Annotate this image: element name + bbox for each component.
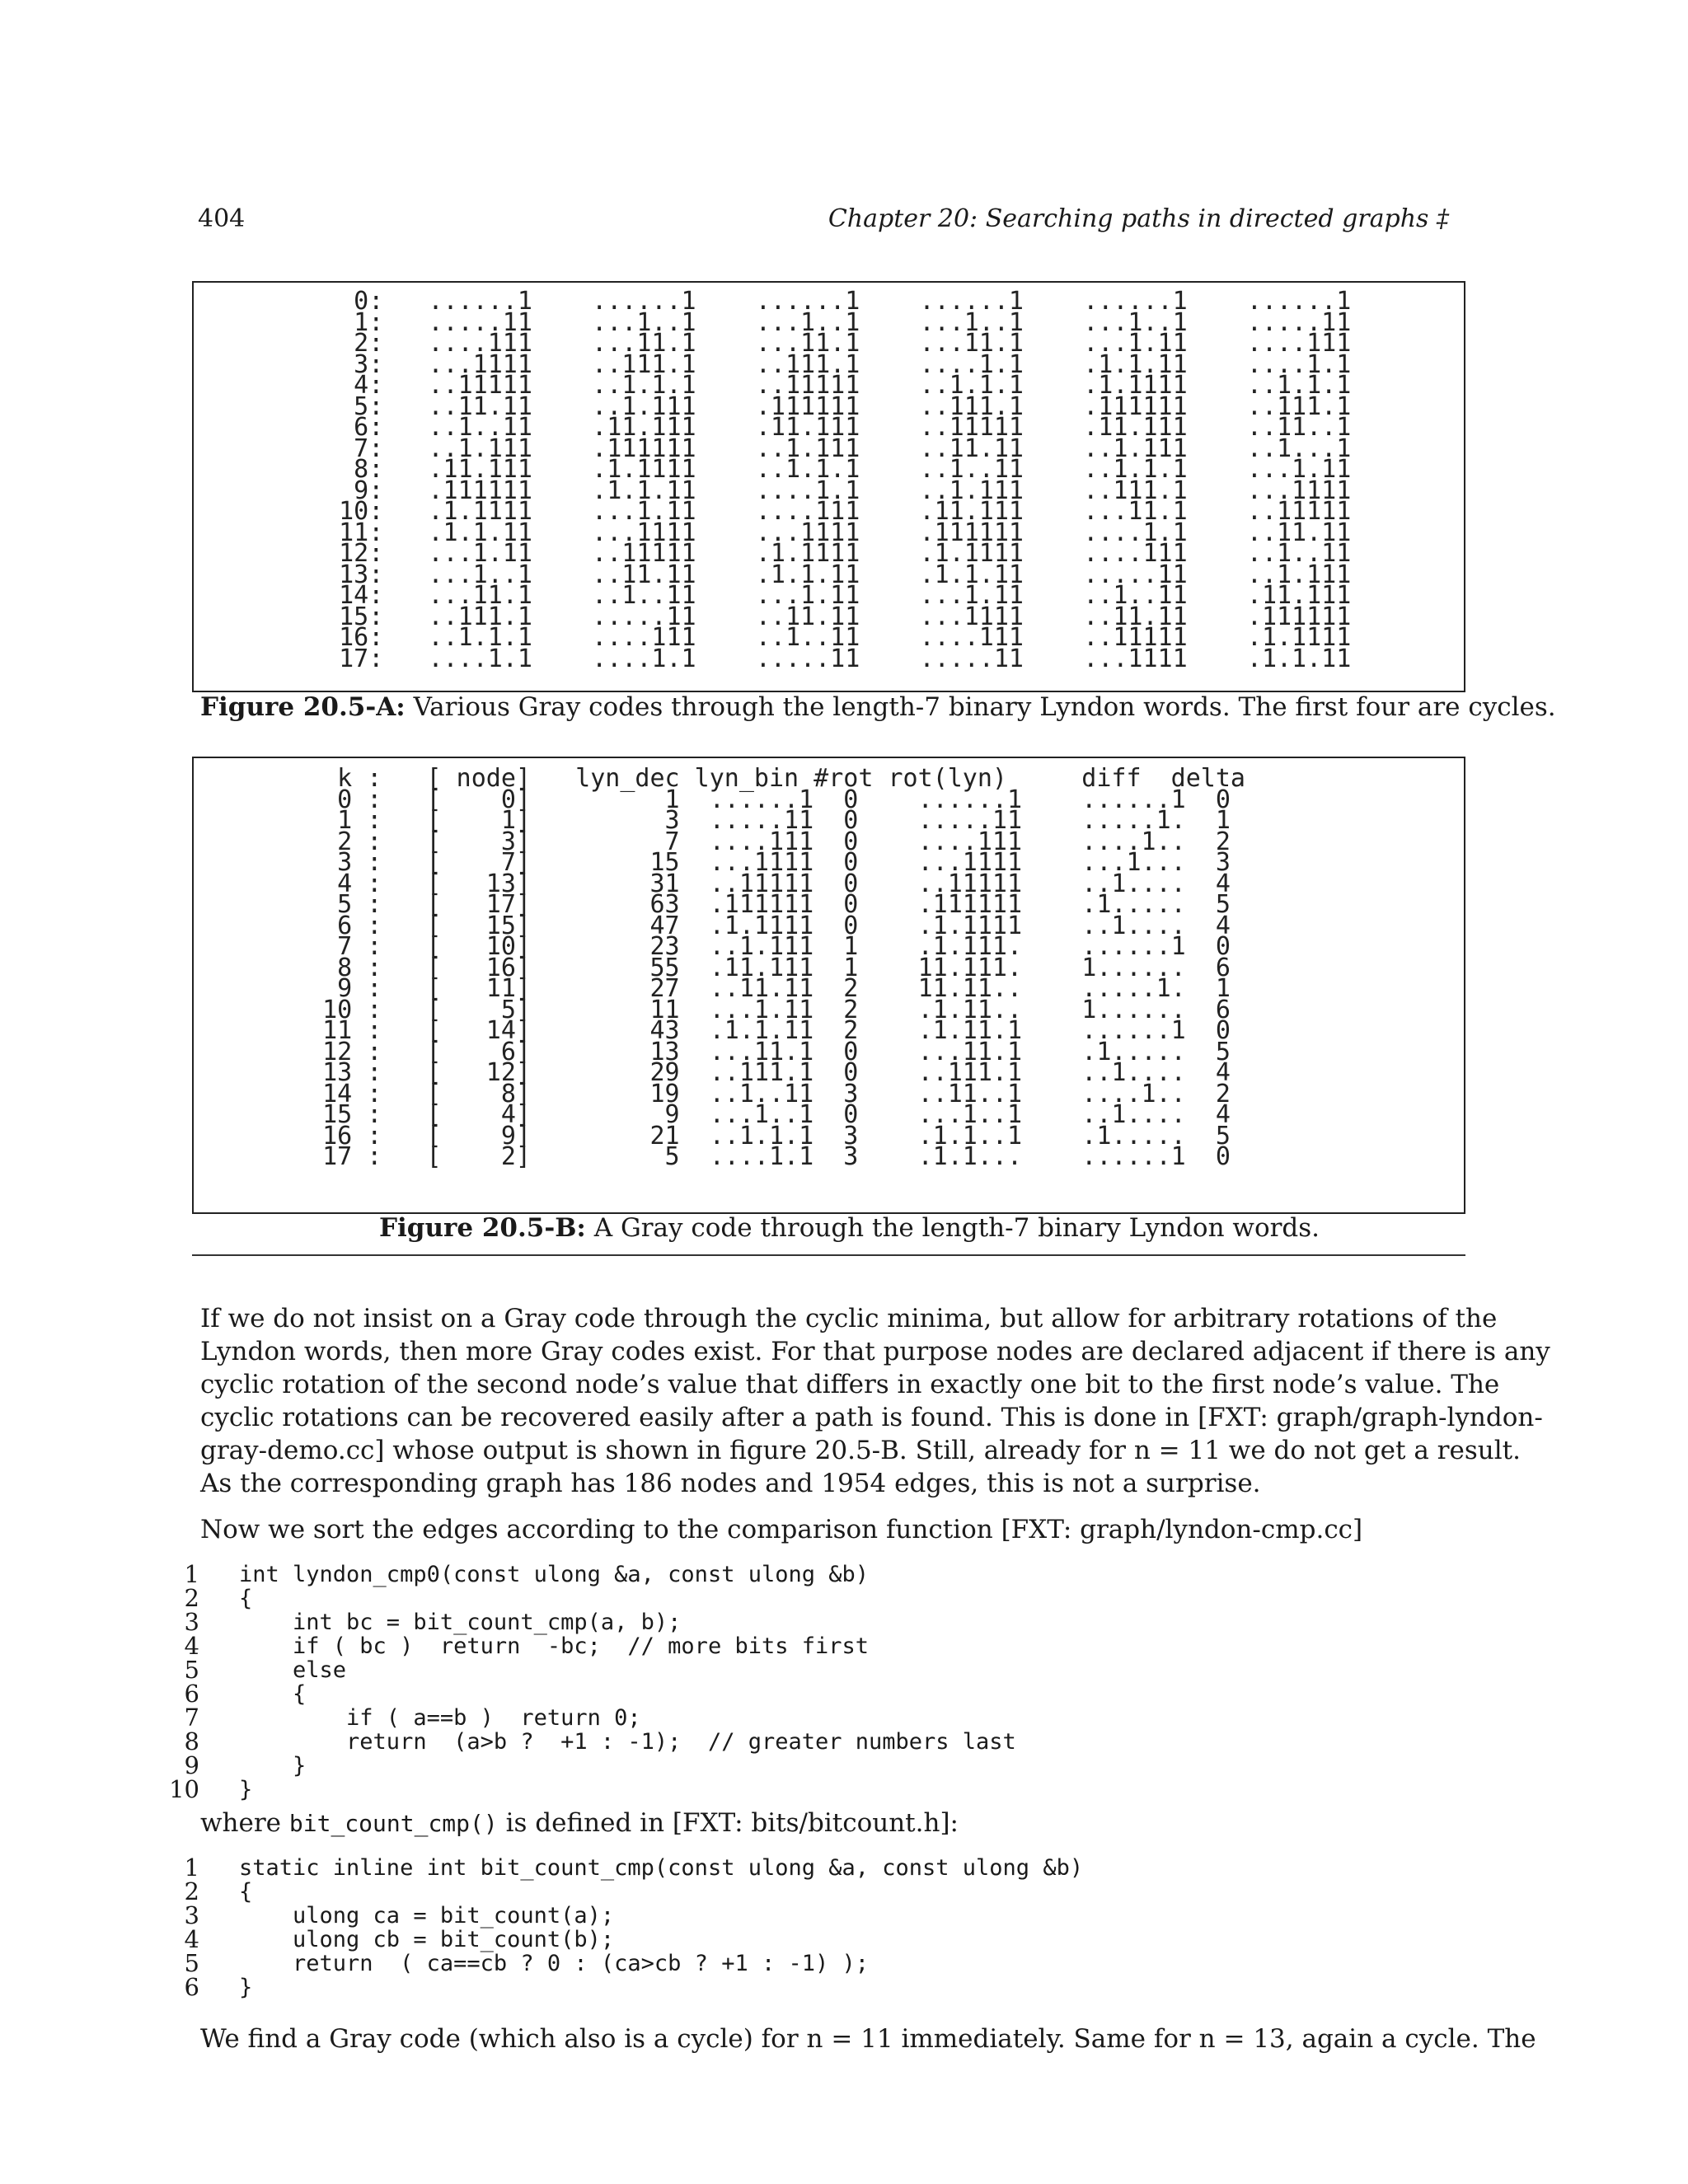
figure-b-table (293, 764, 1245, 1171)
line-number: 9 (184, 1751, 199, 1779)
code-line (165, 1727, 1016, 1755)
code-text: ulong ca = bit_count(a); (239, 1903, 615, 1929)
line-number: 1 (184, 1854, 199, 1882)
code-line (165, 1901, 1083, 1929)
figure-a-row: 11: .1.1.11 ...1111 ...1111 .111111 ....1.1 ..11.11 (309, 518, 1352, 547)
figure-b-row: 14 : [ 8] 19 ..1..11 3 ..11..1 ....1.. 2 (293, 1079, 1231, 1108)
code-text: { (239, 1681, 307, 1707)
figure-a-row: 0: ......1 ......1 ......1 ......1 ......1 ......1 (309, 287, 1352, 316)
code-line (165, 1975, 1083, 1999)
line-number: 3 (184, 1901, 199, 1929)
figure-a-row: 6: ..1..11 .11.111 .11.111 ..11111 .11.111 ..11..1 (309, 413, 1352, 442)
figure-a-caption-label: Figure 20.5-A: (200, 692, 406, 722)
figure-a-row: 17: ....1.1 ....1.1 .....11 .....11 ...1111 .1.1.11 (309, 644, 1352, 673)
figure-a-caption-text: Various Gray codes through the length-7 binary Lyndon words. The first four are cycles. (405, 692, 1556, 722)
line-number: 10 (169, 1775, 199, 1803)
page-number: 404 (198, 204, 246, 233)
figure-b-row: 7 : [ 10] 23 ..1.111 1 .1.111. ......1 0 (293, 932, 1231, 961)
code-line (165, 1925, 1083, 1953)
code-text: int bc = bit_count_cmp(a, b); (239, 1610, 682, 1635)
chapter-title: Chapter 20: Searching paths in directed graphs ‡ (828, 204, 1449, 233)
figure-a-box (192, 281, 1465, 692)
paragraph-4 (200, 2022, 1536, 2055)
figure-a-row: 8: .11.111 .1.1111 ..1.1.1 ..1..11 ..1.1.1 ...1.11 (309, 455, 1352, 484)
code-line (165, 1751, 1016, 1779)
line-number: 4 (184, 1632, 199, 1660)
paragraph-1-line: If we do not insist on a Gray code through the cyclic minima, but allow for arbitrary rotations of the (200, 1304, 1498, 1333)
code-text: if ( a==b ) return 0; (239, 1705, 641, 1731)
figure-a-row: 10: .1.1111 ...1.11 ....111 .11.111 ...11.1 ..11111 (309, 497, 1352, 526)
code-text: { (239, 1879, 253, 1905)
figure-b-caption (379, 1213, 1320, 1243)
code-text: { (239, 1586, 253, 1611)
code-line (165, 1856, 1083, 1880)
figure-a-row: 3: ...1111 ..111.1 ..111.1 ....1.1 .1.1.11 ....1.1 (309, 349, 1352, 379)
code-line (165, 1634, 1016, 1658)
code-block-lyndon-cmp (165, 1560, 1016, 1803)
figure-b-row: 10 : [ 5] 11 ...1.11 2 .1.11.. 1...... 6 (293, 995, 1231, 1024)
figure-a-table (309, 287, 1352, 673)
figure-b-caption-label: Figure 20.5-B: (379, 1213, 586, 1243)
figure-b-row: 15 : [ 4] 9 ...1..1 0 ...1..1 ..1.... 4 (293, 1100, 1231, 1129)
code-text: else (239, 1657, 347, 1683)
figure-b-row: 17 : [ 2] 5 ....1.1 3 .1.1... ......1 0 (293, 1142, 1231, 1171)
code-line (165, 1682, 1016, 1706)
paragraph-1-line: As the corresponding graph has 186 nodes and 1954 edges, this is not a surprise. (200, 1469, 1261, 1498)
line-number: 4 (184, 1925, 199, 1953)
figure-b-caption-text: A Gray code through the length-7 binary Lyndon words. (585, 1213, 1320, 1243)
figure-b-row: 12 : [ 6] 13 ...11.1 0 ...11.1 .1..... 5 (293, 1037, 1231, 1066)
code-line (165, 1706, 1016, 1730)
figure-a-row: 2: ....111 ...11.1 ...11.1 ...11.1 ...1.11 ....111 (309, 329, 1352, 358)
line-number: 3 (184, 1608, 199, 1636)
paragraph-1-line: cyclic rotation of the second node’s value that differs in exactly one bit to the first node’s value. The (200, 1370, 1500, 1399)
figure-b-row: 4 : [ 13] 31 ..11111 0 ..11111 ..1.... 4 (293, 869, 1231, 898)
figure-b-row: 13 : [ 12] 29 ..111.1 0 ..111.1 ..1.... 4 (293, 1058, 1231, 1087)
code-text: if ( bc ) return -bc; // more bits first (239, 1633, 870, 1659)
figure-b-row: 2 : [ 3] 7 ....111 0 ....111 ....1.. 2 (293, 827, 1231, 856)
paragraph-2 (200, 1513, 1457, 1546)
line-number: 5 (184, 1656, 199, 1684)
figure-b-row: 11 : [ 14] 43 .1.1.11 2 .1.11.1 ......1 0 (293, 1016, 1231, 1045)
code-line (165, 1658, 1016, 1682)
paragraph-3 (200, 1807, 1457, 1840)
figure-a-row: 1: .....11 ...1..1 ...1..1 ...1..1 ...1..1 .....11 (309, 307, 1352, 337)
paragraph-1-line: gray-demo.cc] whose output is shown in figure 20.5-B. Still, already for n = 11 we do not get a result. (200, 1436, 1521, 1465)
code-line (165, 1949, 1083, 1977)
figure-a-row: 9: .111111 .1.1.11 ....1.1 ..1.111 ..111.1 ...1111 (309, 476, 1352, 505)
code-text: return (a>b ? +1 : -1); // greater numbers last (239, 1729, 1016, 1755)
line-number: 8 (184, 1727, 199, 1755)
line-number: 1 (184, 1560, 199, 1588)
figure-b-row: 9 : [ 11] 27 ..11.11 2 11.11.. .....1. 1 (293, 974, 1231, 1003)
code-text: return ( ca==cb ? 0 : (ca>cb ? +1 : -1) ); (239, 1951, 870, 1976)
figure-a-row: 7: ..1.111 .111111 ..1.111 ..11.11 ..1.111 ..1...1 (309, 434, 1352, 463)
figure-a-row: 15: ..111.1 .....11 ..11.11 ...1111 ..11.11 .111111 (309, 602, 1352, 631)
figure-b-row: 0 : [ 0] 1 ......1 0 ......1 ......1 0 (293, 785, 1231, 814)
paragraph-1-line: Lyndon words, then more Gray codes exist. For that purpose nodes are declared adjacent if there is any (200, 1337, 1550, 1366)
code-text: } (239, 1975, 253, 2000)
figure-b-row: k : [ node] lyn_dec lyn_bin #rot rot(lyn) diff delta (293, 764, 1245, 793)
figure-a-row: 5: ..11.11 ..1.111 .111111 ..111.1 .111111 ..111.1 (309, 391, 1352, 421)
figure-a-row: 14: ...11.1 ..1..11 ...1.11 ...1.11 ..1..11 .11.111 (309, 581, 1352, 610)
paragraph-4-text: We find a Gray code (which also is a cycle) for n = 11 immediately. Same for n = 13, again a cycle. The (200, 2024, 1536, 2054)
code-line (165, 1560, 1016, 1588)
paragraph-1-line: cyclic rotations can be recovered easily after a path is found. This is done in [FXT: graph/graph-lyndon- (200, 1403, 1543, 1432)
code-line (165, 1775, 1016, 1803)
code-text: static inline int bit_count_cmp(const ulong &a, const ulong &b) (239, 1855, 1084, 1881)
paragraph-3-text (200, 1807, 1457, 1840)
paragraph-2-text: Now we sort the edges according to the comparison function [FXT: graph/lyndon-cmp.cc] (200, 1515, 1363, 1544)
figure-a-row: 4: ..11111 ..1.1.1 ..11111 ..1.1.1 .1.1111 ..1.1.1 (309, 371, 1352, 400)
figure-b-row: 8 : [ 16] 55 .11.111 1 11.111. 1...... 6 (293, 953, 1231, 982)
line-number: 7 (184, 1704, 199, 1732)
paragraph-3-prefix: where (200, 1808, 289, 1838)
code-text: ulong cb = bit_count(b); (239, 1927, 615, 1952)
figure-a-row: 16: ..1.1.1 ....111 ..1..11 ....111 ..11111 .1.1111 (309, 623, 1352, 652)
code-text: } (239, 1777, 253, 1802)
line-number: 2 (184, 1584, 199, 1612)
code-block-bit-count-cmp (165, 1856, 1083, 1999)
line-number: 2 (184, 1877, 199, 1905)
line-number: 6 (184, 1973, 199, 2001)
code-text: } (239, 1753, 307, 1779)
code-line (165, 1877, 1083, 1905)
figure-a-row: 12: ...1.11 ..11111 .1.1111 .1.1111 ....111 ..1..11 (309, 539, 1352, 568)
figure-b-row: 6 : [ 15] 47 .1.1111 0 .1.1111 ..1.... 4 (293, 911, 1231, 940)
code-line (165, 1586, 1016, 1610)
figure-b-row: 5 : [ 17] 63 .111111 0 .111111 .1..... 5 (293, 890, 1231, 919)
paragraph-3-suffix: is defined in [FXT: bits/bitcount.h]: (497, 1808, 959, 1838)
figure-b-row: 16 : [ 9] 21 ..1.1.1 3 .1.1..1 .1..... 5 (293, 1121, 1231, 1151)
figure-b-row: 3 : [ 7] 15 ...1111 0 ...1111 ...1... 3 (293, 848, 1231, 877)
figure-a-caption (200, 692, 1556, 722)
line-number: 6 (184, 1680, 199, 1708)
code-text: int lyndon_cmp0(const ulong &a, const ulong &b) (239, 1562, 870, 1587)
figure-rule (192, 1254, 1465, 1256)
figure-b-box (192, 757, 1465, 1214)
figure-a-row: 13: ...1..1 ..11.11 .1.1.11 .1.1.11 .....11 ..1.111 (309, 560, 1352, 589)
paragraph-1 (200, 1302, 1550, 1500)
code-line (165, 1610, 1016, 1634)
line-number: 5 (184, 1949, 199, 1977)
inline-code-bit-count-cmp: bit_count_cmp() (288, 1810, 498, 1837)
figure-b-row: 1 : [ 1] 3 .....11 0 .....11 .....1. 1 (293, 806, 1231, 835)
